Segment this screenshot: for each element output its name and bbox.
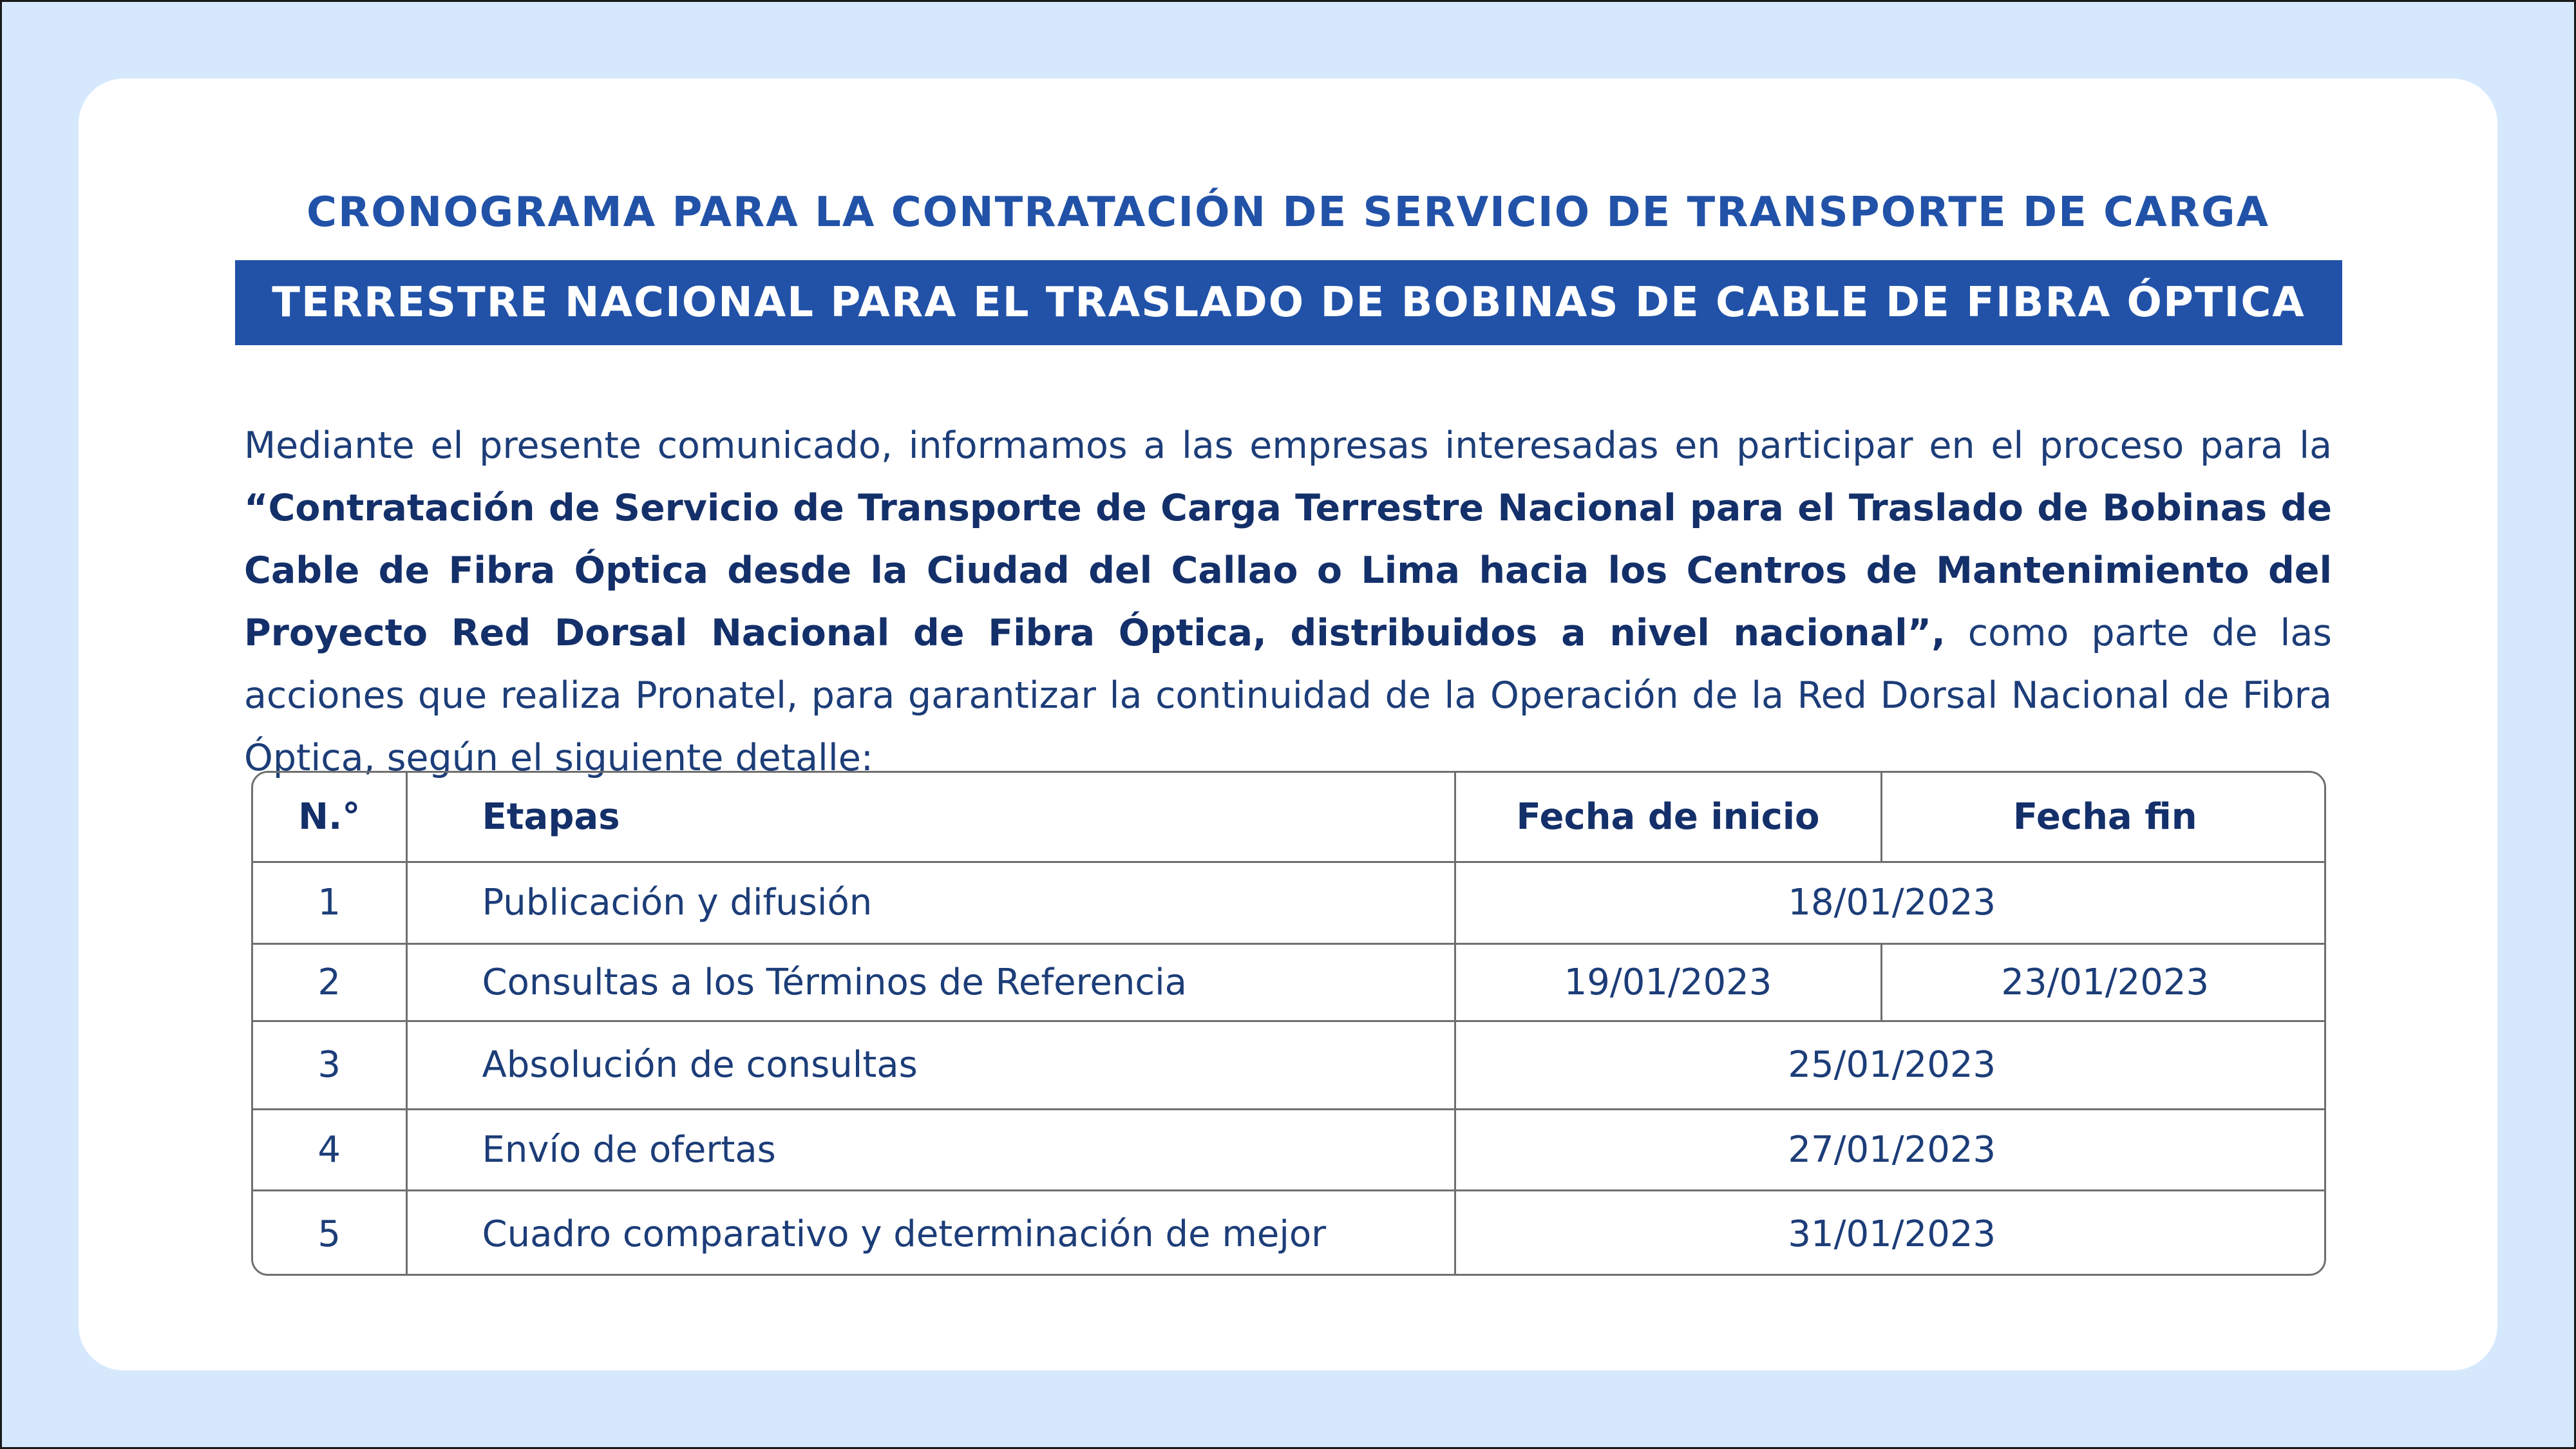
schedule-table [253,773,2326,1276]
row-stage: Publicación y difusión [406,862,1455,943]
row-date: 27/01/2023 [1455,1109,2326,1190]
row-num: 3 [253,1021,406,1109]
table-row [253,1109,2326,1190]
row-date: 25/01/2023 [1455,1021,2326,1109]
row-start-date: 19/01/2023 [1455,943,1881,1021]
intro-tail: como parte de las acciones que realiza Pronatel, para garantizar la continuidad de la Operación de la Red Dorsal Nacional de Fibra Óptica, según el siguiente detalle: [244,612,2332,779]
header-num: N.° [253,773,406,862]
announcement-card [79,79,2497,1370]
table-row [253,862,2326,943]
row-num: 2 [253,943,406,1021]
row-stage: Cuadro comparativo y determinación de mejor [406,1190,1455,1276]
row-date: 18/01/2023 [1455,862,2326,943]
row-end-date: 23/01/2023 [1881,943,2326,1021]
row-num: 1 [253,862,406,943]
table-header-row [253,773,2326,862]
table-row [253,1190,2326,1276]
intro-highlight: “Contratación de Servicio de Transporte de Carga Terrestre Nacional para el Traslado de Bobinas de Cable de Fibra Óptica desde la Ciudad del Callao o Lima hacia los Centros de Mantenimiento del Proyecto Red Dorsal Nacional de Fibra Óptica, distribuidos a nivel nacional”, [244,487,2332,654]
title-line-1: CRONOGRAMA PARA LA CONTRATACIÓN DE SERVICIO DE TRANSPORTE DE CARGA [306,189,2270,236]
intro-lead: Mediante el presente comunicado, informamos a las empresas interesadas en participar en el proceso para la [244,424,2332,467]
row-num: 4 [253,1109,406,1190]
row-stage: Envío de ofertas [406,1109,1455,1190]
row-stage: Consultas a los Términos de Referencia [406,943,1455,1021]
schedule-table-container [251,771,2326,1276]
header-end-date: Fecha fin [1881,773,2326,862]
title-line-2-banner: TERRESTRE NACIONAL PARA EL TRASLADO DE BOBINAS DE CABLE DE FIBRA ÓPTICA [235,260,2342,345]
header-start-date: Fecha de inicio [1455,773,1881,862]
table-row [253,943,2326,1021]
header-stage: Etapas [406,773,1455,862]
intro-paragraph [244,415,2332,790]
table-row [253,1021,2326,1109]
row-num: 5 [253,1190,406,1276]
row-stage: Absolución de consultas [406,1021,1455,1109]
row-date: 31/01/2023 [1455,1190,2326,1276]
